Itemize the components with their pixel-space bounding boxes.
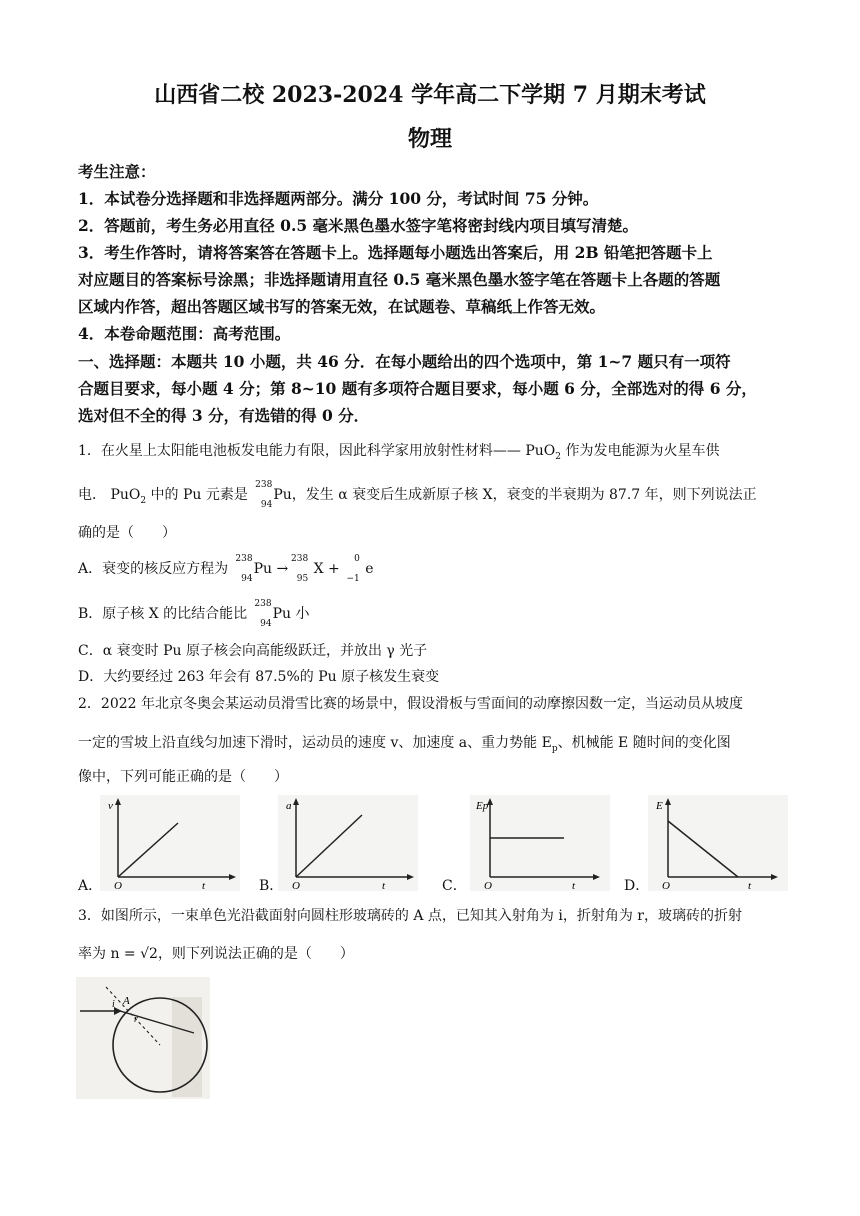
option-text: Pu 小 (272, 606, 310, 622)
axis-x-label: t (382, 880, 386, 891)
mass-number: 238 (291, 554, 309, 564)
option-b (78, 601, 310, 627)
atomic-number: 94 (260, 619, 272, 629)
option-text: X + (309, 561, 340, 577)
section-instruction: 合题目要求，每小题 4 分；第 8~10 题有多项符合题目要求，每小题 6 分，全部选对的得 6 分， (78, 379, 757, 398)
question-1-line-2 (78, 482, 757, 508)
q1-text: 电． PuO (78, 487, 141, 503)
question-1-line-1 (78, 440, 719, 462)
q1-text: 中的 Pu 元素是 (146, 487, 253, 503)
notice-item: 3．考生作答时，请将答案答在答题卡上。选择题每小题选出答案后，用 2B 铅笔把答题卡上 (78, 243, 713, 262)
graph-d-label: D． (624, 878, 650, 894)
q2-text: 一定的雪坡上沿直线匀加速下滑时，运动员的速度 v、加速度 a、重力势能 E (78, 735, 552, 751)
origin-label: O (484, 880, 492, 891)
question-2-line-1: 2．2022 年北京冬奥会某运动员滑雪比赛的场景中，假设滑板与雪面间的动摩擦因数一定，当运动员从坡度 (78, 696, 743, 712)
option-text: A．衰变的核反应方程为 (78, 561, 233, 577)
q1-text: Pu，发生 α 衰变后生成新原子核 X，衰变的半衰期为 87.7 年，则下列说法正 (273, 487, 757, 503)
q1-text: 作为发电能源为火星车供 (561, 443, 720, 459)
notice-item: 对应题目的答案标号涂黑；非选择题请用直径 0.5 毫米黑色墨水签字笔在答题卡上各题的答题 (78, 270, 721, 289)
question-3-line-2 (78, 943, 354, 963)
refraction-angle-label: r (134, 1014, 138, 1025)
graph-b (278, 795, 418, 891)
graph-d (648, 795, 788, 891)
nuclide-pu (252, 601, 272, 627)
axis-y-label: v (108, 800, 113, 812)
question-2-line-2 (78, 732, 731, 754)
subscript: 2 (140, 495, 147, 506)
notice-item: 区域内作答，超出答题区域书写的答案无效，在试题卷、草稿纸上作答无效。 (78, 297, 606, 316)
section-instruction: 一、选择题：本题共 10 小题，共 46 分．在每小题给出的四个选项中，第 1~7 题只有一项符 (78, 352, 731, 371)
axis-x-label: t (748, 880, 752, 891)
incidence-angle-label: i (112, 999, 115, 1010)
atomic-number: −1 (346, 574, 360, 584)
axis-y-label: a (286, 800, 292, 812)
subject-title: 物理 (407, 126, 452, 152)
origin-label: O (292, 880, 300, 891)
exam-title: 山西省二校 2023-2024 学年高二下学期 7 月期末考试 (154, 82, 706, 108)
graph-c-label: C． (442, 878, 467, 894)
nuclide-pu (252, 482, 272, 508)
option-text: Pu → (253, 561, 289, 577)
mass-number: 238 (254, 599, 272, 609)
subscript: p (551, 743, 558, 754)
graph-a-label: A． (78, 878, 103, 894)
notice-heading: 考生注意： (78, 162, 156, 181)
atomic-number: 95 (296, 574, 309, 584)
option-text: B．原子核 X 的比结合能比 (78, 606, 252, 622)
sqrt-value: √2 (140, 946, 158, 962)
notice-item: 1．本试卷分选择题和非选择题两部分。满分 100 分，考试时间 75 分钟。 (78, 189, 599, 208)
axis-x-label: t (202, 880, 206, 891)
q3-text: ，则下列说法正确的是（ ） (157, 946, 354, 962)
q2-text: 、机械能 E 随时间的变化图 (557, 735, 731, 751)
point-a-label: A (123, 995, 130, 1007)
axis-x-label: t (572, 880, 576, 891)
nuclide-x (288, 556, 308, 582)
notice-item: 2．答题前，考生务必用直径 0.5 毫米黑色墨水签字笔将密封线内项目填写清楚。 (78, 216, 639, 235)
section-instruction: 选对但不全的得 3 分，有选错的得 0 分． (78, 406, 370, 425)
atomic-number: 94 (241, 574, 253, 584)
q3-text: 率为 n = (78, 946, 141, 962)
nuclide-e (340, 556, 360, 582)
axis-y-label: Ep (476, 800, 489, 812)
graph-b-label: B． (259, 878, 284, 894)
graph-a (100, 795, 240, 891)
atomic-number: 94 (260, 500, 273, 510)
option-d: D．大约要经过 263 年会有 87.5%的 Pu 原子核发生衰变 (78, 669, 440, 685)
axis-y-label: E (656, 800, 663, 812)
origin-label: O (662, 880, 670, 891)
notice-item: 4．本卷命题范围：高考范围。 (78, 324, 291, 343)
option-a (78, 556, 374, 582)
q1-text: 1．在火星上太阳能电池板发电能力有限，因此科学家用放射性材料—— PuO (78, 443, 556, 459)
mass-number: 0 (354, 554, 360, 564)
glass-cylinder-figure (76, 977, 210, 1099)
option-text: e (360, 561, 374, 577)
origin-label: O (114, 880, 122, 891)
option-c: C．α 衰变时 Pu 原子核会向高能级跃迁，并放出 γ 光子 (78, 643, 428, 659)
mass-number: 238 (235, 554, 253, 564)
question-2-line-3: 像中，下列可能正确的是（ ） (78, 769, 288, 785)
nuclide-pu (233, 556, 253, 582)
mass-number: 238 (255, 480, 273, 490)
question-3-line-1: 3．如图所示，一束单色光沿截面射向圆柱形玻璃砖的 A 点，已知其入射角为 i，折射角为 r，玻璃砖的折射 (78, 908, 742, 924)
subscript: 2 (555, 451, 562, 462)
question-1-line-3: 确的是（ ） (78, 525, 176, 541)
graph-c (470, 795, 610, 891)
